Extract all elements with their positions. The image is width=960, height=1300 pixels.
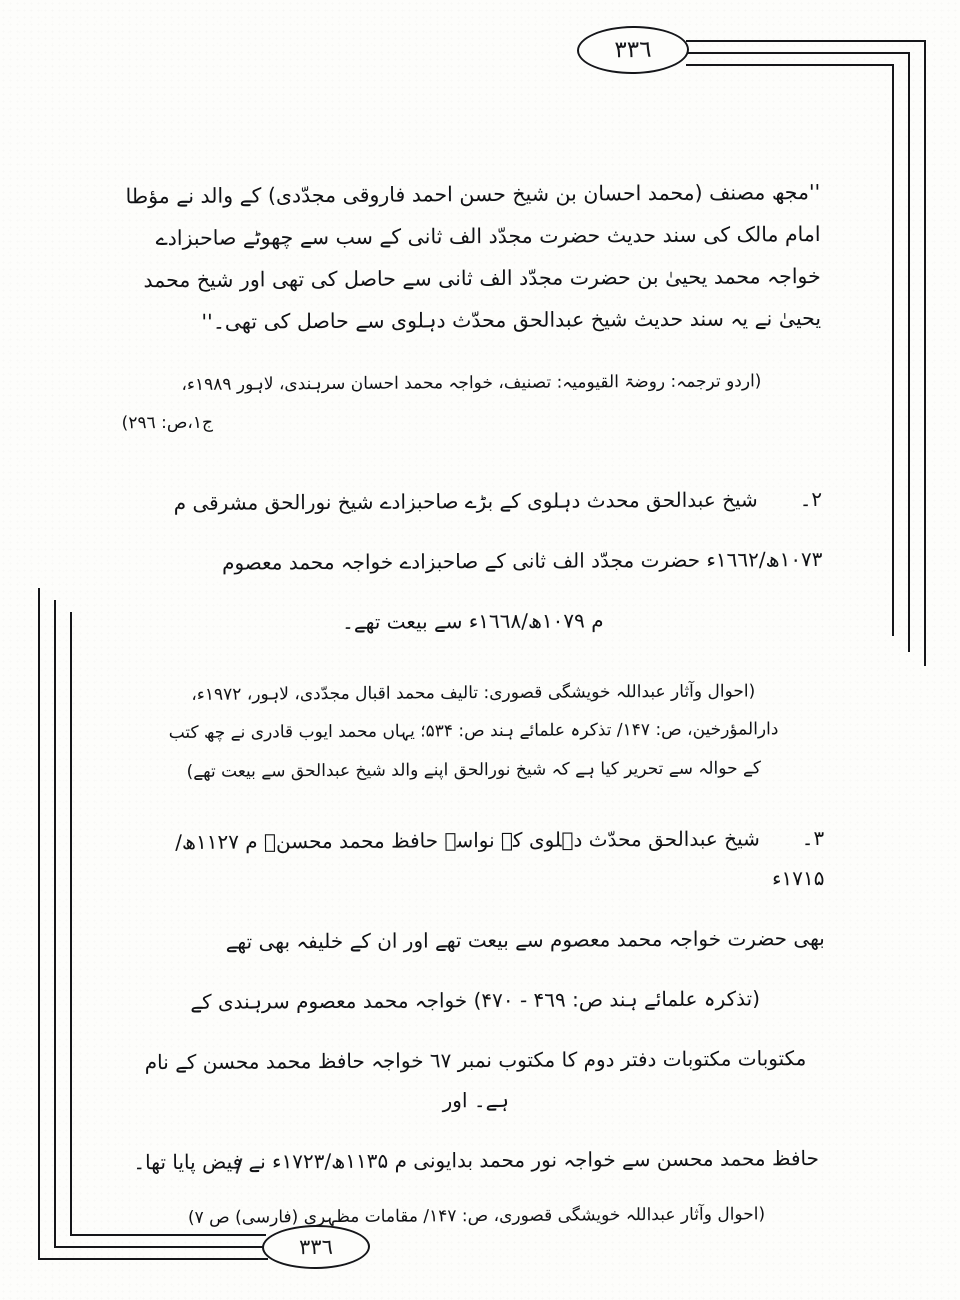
- border-line-outer-bottom: [38, 1258, 268, 1260]
- border-line-outer-right: [924, 40, 926, 666]
- list-item-3-marker: ۳۔: [801, 826, 825, 851]
- citation-2-line-3: کے حوالہ سے تحریر کیا ہے کہ شیخ نورالحق اپنے والد شیخ عبدالحق سے بیعت تھے): [186, 758, 762, 782]
- quotation-paragraph: ''مجھ مصنف (محمد احسان بن شیخ حسن احمد فاروقی مجدّدی) کے والد نے مؤطا امام مالک کی سند حدیث حضرت مجدّد الف ثانی کے سب سے چھوٹے صاحبزادے خواجہ محمد یحییٰ بن حضرت مجدّد الف ثانی سے حاصل کی تھی اور شیخ محمد یحییٰ نے یہ سند حدیث شیخ عبدالحق محدّث دہلوی سے حاصل کی تھی۔'': [125, 179, 822, 334]
- list-item-3-line-5: حافظ محمد محسن سے خواجہ نور محمد بدایونی م ۱۱۳۵ھ/۱۷۲۳ء نے فیض پایا تھا۔: [133, 1146, 820, 1175]
- page-number-bottom-text: ۳۳٦: [298, 1234, 334, 1260]
- citation-1-line-1: (اردو ترجمہ: روضۃ القیومیہ: تصنیف، خواجہ محمد احسان سرہندی، لاہور ۱۹۸۹ء،: [181, 370, 762, 395]
- page-number-top: [577, 25, 689, 74]
- border-line-inner-top: [686, 64, 894, 66]
- list-item-3-line-2: بھی حضرت خواجہ محمد معصوم سے بیعت تھے اور ان کے خلیفہ بھی تھے: [225, 926, 825, 954]
- list-item-2-text-1: شیخ عبدالحق محدث دہلوی کے بڑے صاحبزادے شیخ نورالحق مشرقی م: [173, 487, 758, 516]
- page-number-top-text: ۳۳٦: [614, 36, 652, 64]
- border-line-inner-right: [892, 64, 894, 636]
- citation-3: (احوال وآثار عبداللہ خویشگی قصوری، ص: ۱۴۷/ مقامات مظہری (فارسی) ص ۷): [187, 1204, 766, 1228]
- document-text-body: [120, 150, 827, 1239]
- border-line-middle-left: [54, 600, 56, 1248]
- list-item-3-line-4: مکتوبات مکتوبات دفتر دوم کا مکتوب نمبر ٦۷ خواجہ حافظ محمد محسن کے نام ہے۔ اور: [144, 1046, 807, 1113]
- border-line-outer-top: [686, 40, 926, 42]
- list-item-2-line-2: ۱۰۷۳ھ/۱٦٦۲ء حضرت مجدّد الف ثانی کے صاحبزادے خواجہ محمد معصوم: [221, 547, 823, 575]
- border-line-middle-top: [686, 52, 910, 54]
- list-item-3-text-1: شیخ عبدالحق محدّث دہلوی کے نواسے حافظ محمد محسنؒ م ۱۱۲۷ھ/۱۷۱۵ء: [175, 826, 825, 891]
- list-item-3-line-3: (تذکرہ علمائے ہند ص: ۴٦۹ - ۴۷۰) خواجہ محمد معصوم سرہندی کے: [190, 986, 761, 1014]
- citation-2-line-2: دارالمؤرخین، ص: ۱۴۷/ تذکرہ علمائے ہند ص: ۵۳۴؛ یہاں محمد ایوب قادری نے چھ کتب: [168, 719, 779, 744]
- list-item-2-line-3: م ۱۰۷۹ھ/۱٦٦۸ء سے بیعت تھے۔: [342, 608, 604, 635]
- citation-2-line-1: (احوال وآثار عبداللہ خویشگی قصوری: تالیف محمد اقبال مجدّدی، لاہور، ۱۹۷۲ء،: [191, 681, 756, 706]
- border-line-middle-bottom: [54, 1246, 266, 1248]
- border-line-middle-right: [908, 52, 910, 652]
- citation-1-line-2: ج۱،ص: ۲۹٦): [121, 412, 214, 434]
- list-item-3-line-1: [124, 818, 824, 902]
- border-line-inner-left: [70, 612, 72, 1236]
- border-line-outer-left: [38, 588, 40, 1260]
- list-item-2-line-1: [122, 479, 822, 523]
- list-item-2-marker: ۲۔: [799, 487, 823, 512]
